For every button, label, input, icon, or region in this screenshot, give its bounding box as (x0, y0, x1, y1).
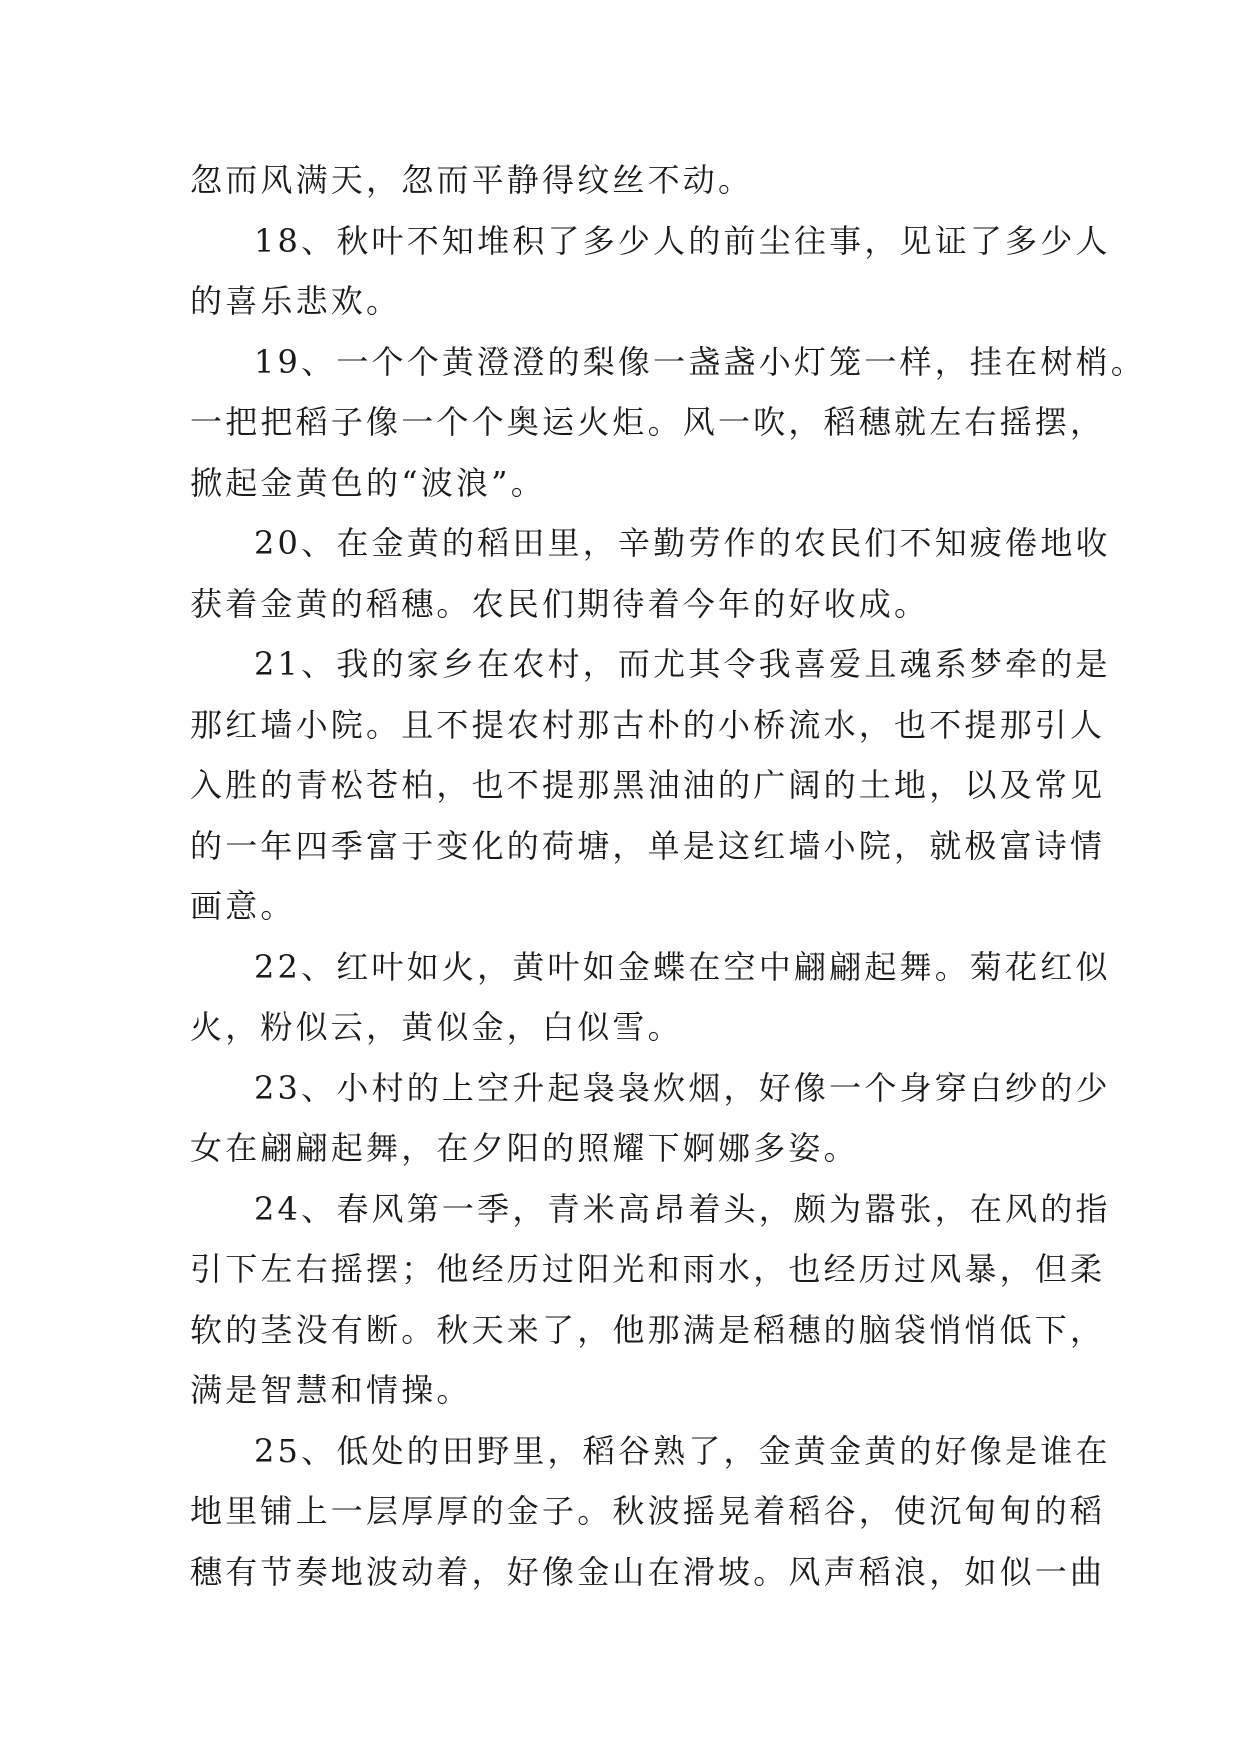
text-line: 穗有节奏地波动着，好像金山在滑坡。风声稻浪，如似一曲 (190, 1552, 1106, 1591)
text-line: 22、红叶如火，黄叶如金蝶在空中翩翩起舞。菊花红似 (254, 947, 1111, 986)
text-line: 18、秋叶不知堆积了多少人的前尘往事，见证了多少人 (254, 221, 1111, 260)
text-line: 忽而风满天，忽而平静得纹丝不动。 (190, 161, 754, 199)
text-line: 火，粉似云，黄似金，白似雪。 (190, 1008, 683, 1046)
text-line: 地里铺上一层厚厚的金子。秋波摇晃着稻谷，使沉甸甸的稻 (190, 1492, 1106, 1530)
text-line: 获着金黄的稻穗。农民们期待着今年的好收成。 (190, 584, 930, 623)
text-line: 一把把稻子像一个个奥运火炬。风一吹，稻穗就左右摇摆， (190, 403, 1106, 441)
text-line: 24、春风第一季，青米高昂着头，颇为嚣张，在风的指 (254, 1189, 1111, 1228)
document-body (190, 150, 1146, 1602)
text-line: 19、一个个黄澄澄的梨像一盏盏小灯笼一样，挂在树梢。 (254, 342, 1146, 381)
text-line: 23、小村的上空升起袅袅炊烟，好像一个身穿白纱的少 (254, 1068, 1111, 1107)
text-line: 那红墙小院。且不提农村那古朴的小桥流水，也不提那引人 (190, 705, 1106, 744)
text-line: 20、在金黄的稻田里，辛勤劳作的农民们不知疲倦地收 (254, 524, 1111, 562)
text-line: 入胜的青松苍柏，也不提那黑油油的广阔的土地，以及常见 (190, 766, 1106, 804)
text-line: 的喜乐悲欢。 (190, 282, 402, 320)
text-line: 满是智慧和情操。 (190, 1371, 472, 1409)
text-line: 掀起金黄色的“波浪”。 (190, 463, 546, 502)
text-line: 女在翩翩起舞，在夕阳的照耀下婀娜多姿。 (190, 1129, 859, 1167)
text-line: 软的茎没有断。秋天来了，他那满是稻穗的脑袋悄悄低下， (190, 1310, 1106, 1349)
text-line: 的一年四季富于变化的荷塘，单是这红墙小院，就极富诗情 (190, 826, 1106, 865)
text-line: 25、低处的田野里，稻谷熟了，金黄金黄的好像是谁在 (254, 1431, 1111, 1470)
text-line: 21、我的家乡在农村，而尤其令我喜爱且魂系梦牵的是 (254, 645, 1111, 683)
text-line: 引下左右摇摆；他经历过阳光和雨水，也经历过风暴，但柔 (190, 1250, 1106, 1288)
text-line: 画意。 (190, 887, 296, 925)
